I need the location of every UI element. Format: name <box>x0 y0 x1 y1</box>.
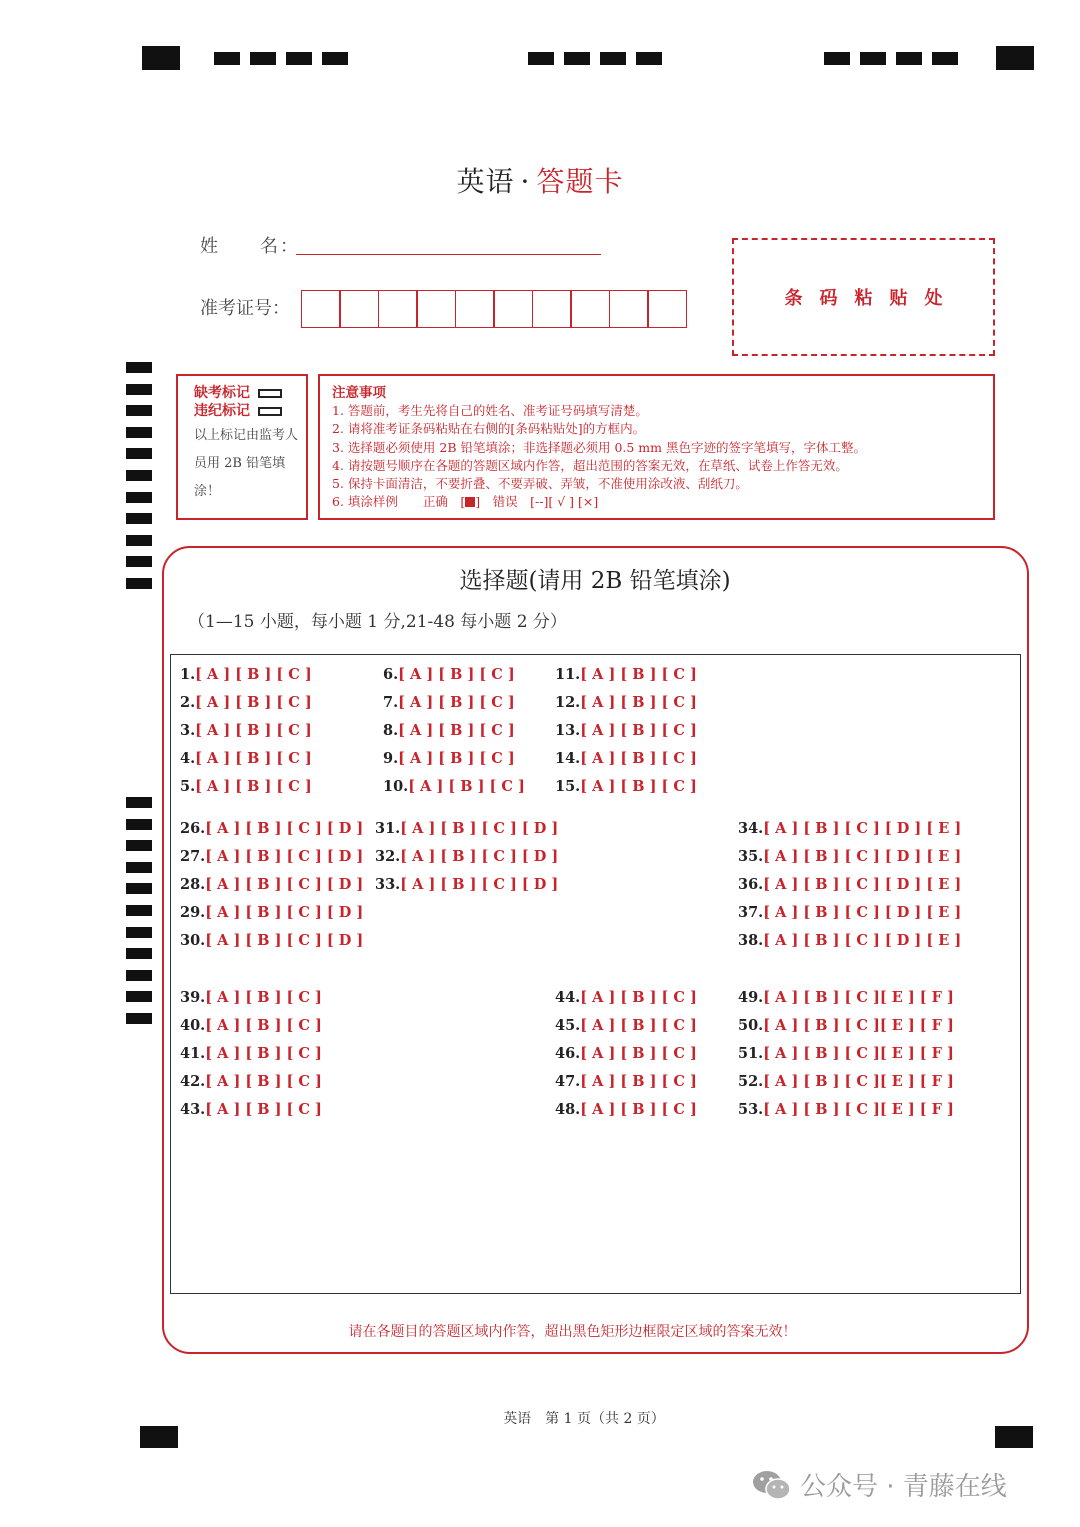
side-timing-mark <box>126 905 152 916</box>
side-timing-mark <box>126 405 152 416</box>
side-timing-mark <box>126 492 152 503</box>
absent-label: 缺考标记 <box>194 385 250 401</box>
timing-mark <box>860 52 886 65</box>
answer-options[interactable]: [ A ] [ B ] [ C ] <box>580 750 697 767</box>
question-number: 41. <box>180 1045 206 1062</box>
notice-box <box>318 374 995 520</box>
exam-id-digit-box[interactable] <box>455 290 495 328</box>
question-number: 39. <box>180 989 206 1006</box>
timing-mark <box>636 52 662 65</box>
answer-options[interactable]: [ A ] [ B ] [ C ] [ D ] [ E ] <box>763 820 962 837</box>
question-item <box>180 750 312 768</box>
question-number: 12. <box>555 694 581 711</box>
answer-options[interactable]: [ A ] [ B ] [ C ] <box>408 778 525 795</box>
question-item <box>180 722 312 740</box>
answer-options[interactable]: [ A ] [ B ] [ C ] [ D ] [ E ] <box>763 876 962 893</box>
question-item <box>180 848 363 866</box>
answer-options[interactable]: [ A ] [ B ] [ C ][ E ] [ F ] <box>763 1073 954 1090</box>
answer-options[interactable]: [ A ] [ B ] [ C ] [ D ] [ E ] <box>763 904 962 921</box>
question-item <box>180 989 322 1007</box>
answer-options[interactable]: [ A ] [ B ] [ C ][ E ] [ F ] <box>763 989 954 1006</box>
question-number: 11. <box>555 666 581 683</box>
question-number: 50. <box>738 1017 764 1034</box>
question-item <box>383 722 515 740</box>
timing-mark <box>322 52 348 65</box>
answer-options[interactable]: [ A ] [ B ] [ C ] <box>205 1017 322 1034</box>
absent-checkbox[interactable] <box>258 389 282 398</box>
timing-mark <box>528 52 554 65</box>
question-item <box>180 876 363 894</box>
notice-item-sample <box>332 493 993 511</box>
answer-options[interactable]: [ A ] [ B ] [ C ] <box>398 750 515 767</box>
notice-item: 1. 答题前，考生先将自己的姓名、准考证号码填写清楚。 <box>332 403 648 419</box>
barcode-area <box>732 238 995 356</box>
question-number: 30. <box>180 932 206 949</box>
absent-note: 以上标记由监考人员用 2B 铅笔填涂！ <box>194 428 299 499</box>
question-item <box>738 876 961 894</box>
answer-options[interactable]: [ A ] [ B ] [ C ] <box>580 1101 697 1118</box>
exam-id-digit-box[interactable] <box>532 290 572 328</box>
question-number: 13. <box>555 722 581 739</box>
question-number: 27. <box>180 848 206 865</box>
question-number: 48. <box>555 1101 581 1118</box>
question-number: 47. <box>555 1073 581 1090</box>
question-number: 32. <box>375 848 401 865</box>
side-timing-mark <box>126 384 152 395</box>
watermark <box>752 1466 1007 1503</box>
question-number: 40. <box>180 1017 206 1034</box>
question-number: 29. <box>180 904 206 921</box>
question-number: 28. <box>180 876 206 893</box>
wechat-icon <box>752 1469 792 1501</box>
notice-heading: 注意事项 <box>332 385 386 401</box>
sample-prefix: 6. 填涂样例 正确 [ <box>332 494 466 510</box>
answer-options[interactable]: [ A ] [ B ] [ C ] [ D ] <box>205 848 364 865</box>
notice-item: 3. 选择题必须使用 2B 铅笔填涂；非选择题必须用 0.5 mm 黑色字迹的签字笔填写，字体工整。 <box>332 439 866 455</box>
answer-options[interactable]: [ A ] [ B ] [ C ] <box>398 694 515 711</box>
question-item <box>375 848 558 866</box>
answer-options[interactable]: [ A ] [ B ] [ C ] <box>580 666 697 683</box>
question-number: 38. <box>738 932 764 949</box>
violation-checkbox[interactable] <box>258 407 282 416</box>
answer-options[interactable]: [ A ] [ B ] [ C ] <box>205 1045 322 1062</box>
question-item <box>180 932 363 950</box>
answer-options[interactable]: [ A ] [ B ] [ C ] <box>205 989 322 1006</box>
question-number: 51. <box>738 1045 764 1062</box>
answer-options[interactable]: [ A ] [ B ] [ C ] <box>195 778 312 795</box>
side-timing-mark <box>126 862 152 873</box>
question-item <box>555 722 697 740</box>
answer-options[interactable]: [ A ] [ B ] [ C ] [ D ] <box>400 848 559 865</box>
question-number: 5. <box>180 778 196 795</box>
question-number: 26. <box>180 820 206 837</box>
exam-id-digit-box[interactable] <box>570 290 610 328</box>
side-timing-mark <box>126 991 152 1002</box>
question-item <box>555 778 697 796</box>
answer-options[interactable]: [ A ] [ B ] [ C ] [ D ] <box>400 820 559 837</box>
question-number: 34. <box>738 820 764 837</box>
side-timing-mark <box>126 1013 152 1024</box>
side-timing-mark <box>126 427 152 438</box>
question-item <box>555 1073 697 1091</box>
barcode-label: 条码粘贴处 <box>784 288 960 309</box>
answer-options[interactable]: [ A ] [ B ] [ C ][ E ] [ F ] <box>763 1017 954 1034</box>
question-item <box>738 932 961 950</box>
question-number: 44. <box>555 989 581 1006</box>
question-number: 15. <box>555 778 581 795</box>
question-item <box>180 904 363 922</box>
answer-options[interactable]: [ A ] [ B ] [ C ] <box>398 722 515 739</box>
question-item <box>738 1017 954 1035</box>
notice-item: 2. 请将准考证条码粘贴在右侧的[条码粘贴处]的方框内。 <box>332 421 646 437</box>
timing-mark <box>214 52 240 65</box>
question-item <box>180 1101 322 1119</box>
question-item <box>180 694 312 712</box>
side-timing-mark <box>126 948 152 959</box>
timing-mark <box>896 52 922 65</box>
name-field[interactable] <box>296 254 601 255</box>
question-number: 53. <box>738 1101 764 1118</box>
notice-item: 5. 保持卡面清洁，不要折叠、不要弄破、弄皱，不准使用涂改液、刮纸刀。 <box>332 476 748 492</box>
corner-mark-top-left <box>142 46 180 70</box>
choice-section-subtitle: （1—15 小题，每小题 1 分,21-48 每小题 2 分） <box>188 612 567 632</box>
question-item <box>383 778 525 796</box>
page-title <box>0 160 1080 200</box>
question-item <box>555 1017 697 1035</box>
timing-mark <box>286 52 312 65</box>
question-number: 8. <box>383 722 399 739</box>
answer-options[interactable]: [ A ] [ B ] [ C ] <box>580 1045 697 1062</box>
question-number: 7. <box>383 694 399 711</box>
side-timing-mark <box>126 883 152 894</box>
exam-id-label: 准考证号： <box>200 298 290 319</box>
answer-options[interactable]: [ A ] [ B ] [ C ] <box>580 694 697 711</box>
question-item <box>180 778 312 796</box>
exam-id-digit-box[interactable] <box>493 290 533 328</box>
exam-id-digit-box[interactable] <box>339 290 379 328</box>
timing-mark <box>250 52 276 65</box>
answer-options[interactable]: [ A ] [ B ] [ C ] [ D ] <box>400 876 559 893</box>
answer-options[interactable]: [ A ] [ B ] [ C ] <box>580 1017 697 1034</box>
question-number: 36. <box>738 876 764 893</box>
page-number: 英语 第 1 页（共 2 页） <box>503 1411 665 1427</box>
question-item <box>738 820 961 838</box>
answer-options[interactable]: [ A ] [ B ] [ C ] <box>195 694 312 711</box>
answer-options[interactable]: [ A ] [ B ] [ C ] <box>580 1073 697 1090</box>
question-item <box>180 666 312 684</box>
corner-mark-bottom-left <box>140 1426 178 1448</box>
answer-options[interactable]: [ A ] [ B ] [ C ] [ D ] <box>205 876 364 893</box>
question-item <box>180 820 363 838</box>
timing-mark <box>932 52 958 65</box>
name-label: 姓 名： <box>200 236 300 257</box>
question-number: 10. <box>383 778 409 795</box>
answer-options[interactable]: [ A ] [ B ] [ C ] <box>195 722 312 739</box>
exam-id-digit-box[interactable] <box>647 290 687 328</box>
side-timing-mark <box>126 927 152 938</box>
question-item <box>555 666 697 684</box>
exam-id-digit-box[interactable] <box>609 290 649 328</box>
question-number: 45. <box>555 1017 581 1034</box>
choice-section-title: 选择题(请用 2B 铅笔填涂) <box>459 568 731 594</box>
question-number: 3. <box>180 722 196 739</box>
timing-mark <box>600 52 626 65</box>
watermark-text: 公众号 · 青藤在线 <box>800 1472 1007 1502</box>
answer-options[interactable]: [ A ] [ B ] [ C ] [ D ] [ E ] <box>763 932 962 949</box>
title-subject: 英语 <box>456 165 515 198</box>
question-item <box>180 1017 322 1035</box>
answer-options[interactable]: [ A ] [ B ] [ C ] [ D ] <box>205 932 364 949</box>
question-item <box>555 989 697 1007</box>
question-number: 46. <box>555 1045 581 1062</box>
question-number: 49. <box>738 989 764 1006</box>
sample-mid: ] 错误 <box>475 494 531 510</box>
question-number: 4. <box>180 750 196 767</box>
answer-area-notice: 请在各题目的答题区域内作答，超出黑色矩形边框限定区域的答案无效！ <box>348 1324 797 1340</box>
question-number: 1. <box>180 666 196 683</box>
side-timing-mark <box>126 840 152 851</box>
question-number: 42. <box>180 1073 206 1090</box>
question-number: 35. <box>738 848 764 865</box>
question-number: 6. <box>383 666 399 683</box>
question-item <box>180 1073 322 1091</box>
answer-options[interactable]: [ A ] [ B ] [ C ] <box>398 666 515 683</box>
question-item <box>738 1073 954 1091</box>
answer-options[interactable]: [ A ] [ B ] [ C ] [ D ] <box>205 904 364 921</box>
question-item <box>738 989 954 1007</box>
side-timing-mark <box>126 970 152 981</box>
wrong-fill-sample: [--][ √ ] [×] <box>530 494 599 510</box>
exam-id-boxes <box>302 290 687 328</box>
question-item <box>555 1045 697 1063</box>
answer-options[interactable]: [ A ] [ B ] [ C ] <box>580 722 697 739</box>
corner-mark-top-right <box>996 46 1034 70</box>
question-item <box>555 750 697 768</box>
question-number: 31. <box>375 820 401 837</box>
answer-options[interactable]: [ A ] [ B ] [ C ] [ D ] <box>205 820 364 837</box>
question-item <box>180 1045 322 1063</box>
answer-options[interactable]: [ A ] [ B ] [ C ] <box>580 778 697 795</box>
answer-options[interactable]: [ A ] [ B ] [ C ] <box>205 1101 322 1118</box>
correct-fill-sample <box>465 497 475 507</box>
absent-mark-box <box>176 374 308 520</box>
answer-options[interactable]: [ A ] [ B ] [ C ] <box>205 1073 322 1090</box>
side-timing-mark <box>126 362 152 373</box>
exam-id-digit-box[interactable] <box>378 290 418 328</box>
side-timing-mark <box>126 797 152 808</box>
corner-mark-bottom-right <box>995 1426 1033 1448</box>
question-item <box>738 1101 954 1119</box>
exam-id-digit-box[interactable] <box>301 290 341 328</box>
answer-options[interactable]: [ A ] [ B ] [ C ] <box>195 750 312 767</box>
timing-mark <box>824 52 850 65</box>
title-card: 答题卡 <box>536 165 624 198</box>
exam-id-digit-box[interactable] <box>416 290 456 328</box>
question-number: 14. <box>555 750 581 767</box>
answer-options[interactable]: [ A ] [ B ] [ C ][ E ] [ F ] <box>763 1045 954 1062</box>
question-number: 2. <box>180 694 196 711</box>
timing-mark <box>564 52 590 65</box>
question-item <box>555 694 697 712</box>
question-item <box>375 876 558 894</box>
answer-options[interactable]: [ A ] [ B ] [ C ] <box>195 666 312 683</box>
side-timing-mark <box>126 819 152 830</box>
question-number: 43. <box>180 1101 206 1118</box>
title-dot: · <box>520 165 531 198</box>
question-item <box>738 848 961 866</box>
question-item <box>383 666 515 684</box>
question-item <box>383 750 515 768</box>
side-timing-mark <box>126 470 152 481</box>
answer-options[interactable]: [ A ] [ B ] [ C ][ E ] [ F ] <box>763 1101 954 1118</box>
question-number: 33. <box>375 876 401 893</box>
question-number: 37. <box>738 904 764 921</box>
question-number: 9. <box>383 750 399 767</box>
question-item <box>375 820 558 838</box>
answer-options[interactable]: [ A ] [ B ] [ C ] [ D ] [ E ] <box>763 848 962 865</box>
question-item <box>383 694 515 712</box>
violation-label: 违纪标记 <box>194 403 250 419</box>
question-item <box>738 1045 954 1063</box>
notice-item: 4. 请按题号顺序在各题的答题区域内作答，超出范围的答案无效，在草纸、试卷上作答无效。 <box>332 457 848 473</box>
answer-options[interactable]: [ A ] [ B ] [ C ] <box>580 989 697 1006</box>
side-timing-mark <box>126 448 152 459</box>
side-timing-mark <box>126 513 152 524</box>
side-timing-mark <box>126 535 152 546</box>
question-item <box>738 904 961 922</box>
question-item <box>555 1101 697 1119</box>
question-number: 52. <box>738 1073 764 1090</box>
